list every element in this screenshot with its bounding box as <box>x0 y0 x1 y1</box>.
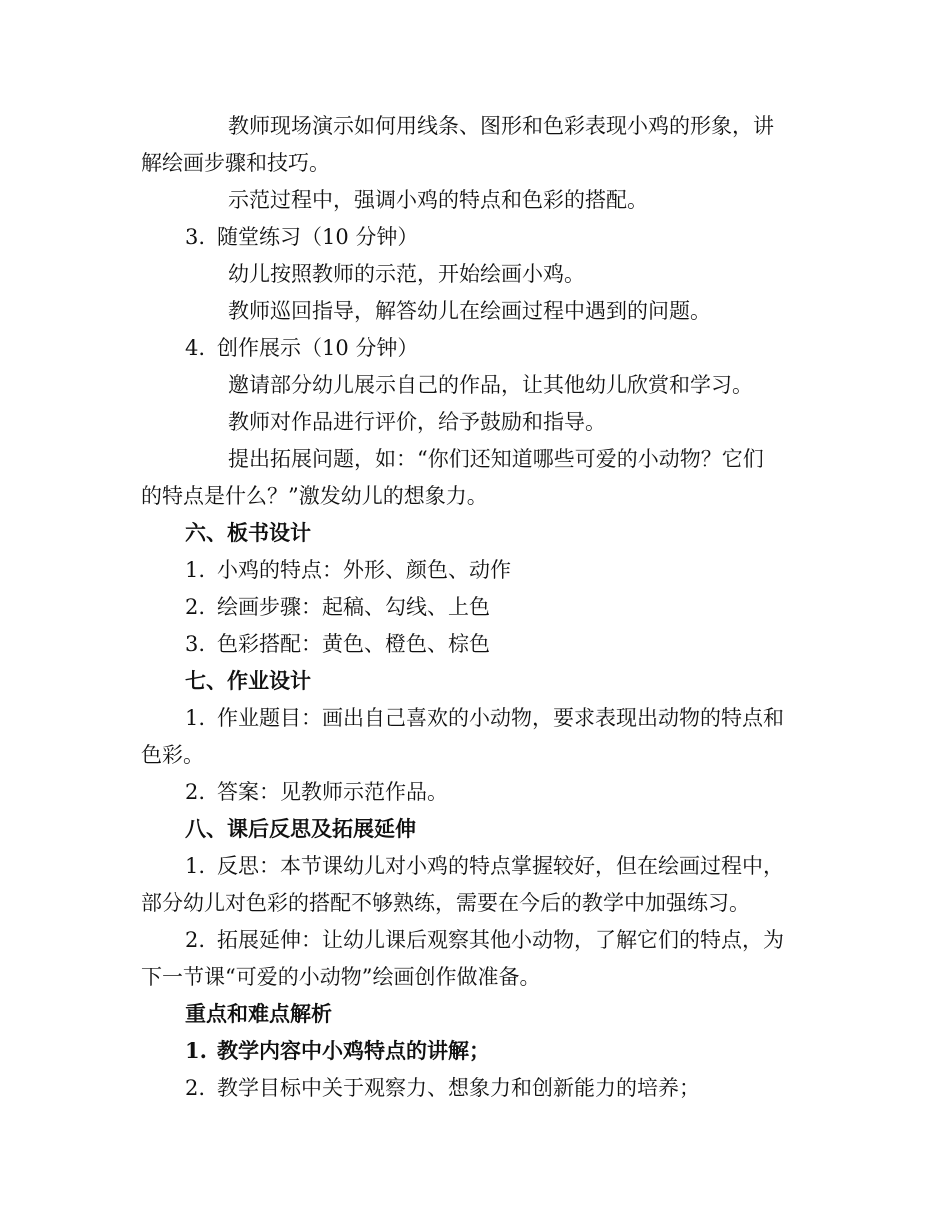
list-number: 1. <box>185 854 206 878</box>
paragraph-line: 幼儿按照教师的示范，开始绘画小鸡。 <box>228 262 585 286</box>
section-heading-key-points: 重点和难点解析 <box>185 1001 332 1026</box>
list-number: 1. <box>185 706 206 730</box>
list-number: 3. <box>185 225 206 249</box>
list-item <box>185 1037 490 1065</box>
list-item-step-4 <box>185 334 418 362</box>
paragraph-line: 下一节课“可爱的小动物”绘画创作做准备。 <box>141 965 541 989</box>
section-heading-reflection: 八、课后反思及拓展延伸 <box>185 816 416 841</box>
list-number: 3. <box>185 632 206 656</box>
list-number: 2. <box>185 928 206 952</box>
list-item <box>185 556 511 584</box>
paragraph-line: 教师对作品进行评价，给予鼓励和指导。 <box>228 410 606 434</box>
list-item-text: 作业题目：画出自己喜欢的小动物，要求表现出动物的特点和 <box>217 706 784 730</box>
paragraph-line: 色彩。 <box>141 743 204 767</box>
paragraph-line: 邀请部分幼儿展示自己的作品，让其他幼儿欣赏和学习。 <box>228 373 753 397</box>
paragraph-line: 示范过程中，强调小鸡的特点和色彩的搭配。 <box>228 188 648 212</box>
list-item-text: 教学内容中小鸡特点的讲解； <box>217 1038 490 1063</box>
section-heading-homework: 七、作业设计 <box>185 668 311 693</box>
list-item-text: 小鸡的特点：外形、颜色、动作 <box>217 558 511 582</box>
list-number: 4. <box>185 336 206 360</box>
list-item-text: 色彩搭配：黄色、橙色、棕色 <box>217 632 490 656</box>
list-number: 1. <box>185 1038 207 1063</box>
list-item <box>185 630 490 658</box>
list-item-text: 创作展示（10 分钟） <box>217 336 419 360</box>
list-item-text: 随堂练习（10 分钟） <box>217 225 419 249</box>
list-item-text: 反思：本节课幼儿对小鸡的特点掌握较好，但在绘画过程中， <box>217 854 784 878</box>
paragraph-line: 解绘画步骤和技巧。 <box>141 151 330 175</box>
list-item <box>185 704 784 732</box>
list-item <box>185 1074 700 1102</box>
list-item-step-3 <box>185 223 418 251</box>
paragraph-line: 的特点是什么？”激发幼儿的想象力。 <box>141 484 488 508</box>
paragraph-line: 教师现场演示如何用线条、图形和色彩表现小鸡的形象，讲 <box>228 114 774 138</box>
list-number: 1. <box>185 558 206 582</box>
section-heading-board-design: 六、板书设计 <box>185 520 311 545</box>
paragraph-line: 提出拓展问题，如：“你们还知道哪些可爱的小动物？它们 <box>228 447 764 471</box>
list-item-text: 答案：见教师示范作品。 <box>217 780 448 804</box>
paragraph-line: 部分幼儿对色彩的搭配不够熟练，需要在今后的教学中加强练习。 <box>141 891 750 915</box>
list-item <box>185 593 490 621</box>
list-number: 2. <box>185 780 206 804</box>
list-item <box>185 778 448 806</box>
list-item-text: 绘画步骤：起稿、勾线、上色 <box>217 595 490 619</box>
list-item-text: 拓展延伸：让幼儿课后观察其他小动物，了解它们的特点，为 <box>217 928 784 952</box>
list-number: 2. <box>185 595 206 619</box>
list-item <box>185 926 784 954</box>
list-number: 2. <box>185 1076 206 1100</box>
paragraph-line: 教师巡回指导，解答幼儿在绘画过程中遇到的问题。 <box>228 299 711 323</box>
list-item-text: 教学目标中关于观察力、想象力和创新能力的培养； <box>217 1076 700 1100</box>
list-item <box>185 852 784 880</box>
